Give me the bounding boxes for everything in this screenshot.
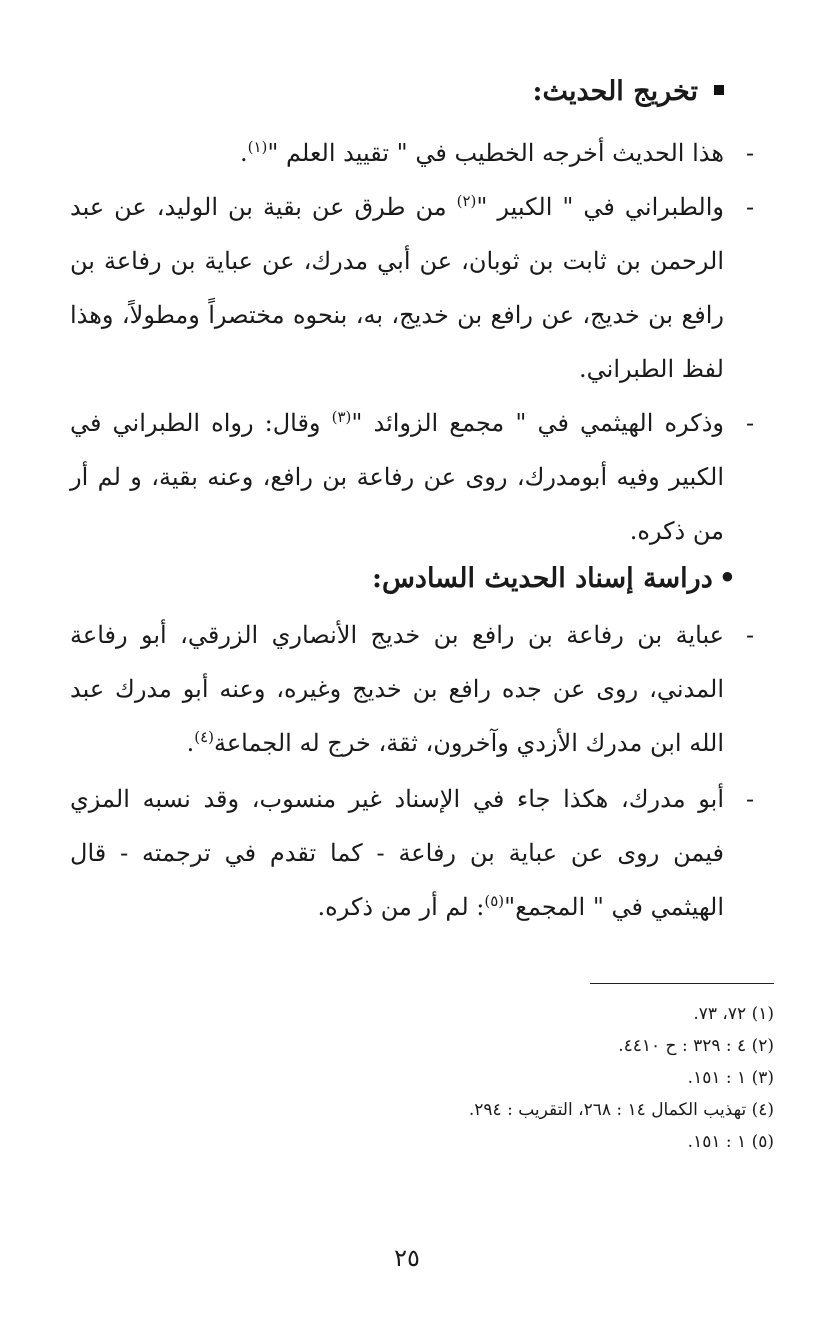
footnote-4: (٤) تهذيب الكمال ١٤ : ٢٦٨، التقريب : ٢٩٤. bbox=[468, 1100, 774, 1120]
footnote-ref-3: (٣) bbox=[331, 408, 352, 426]
paragraph-4 bbox=[70, 608, 755, 770]
footnote-5: (٥) ١ : ١٥١. bbox=[687, 1132, 774, 1152]
section-title-takhrij bbox=[532, 76, 724, 107]
footnote-1: (١) ٧٢، ٧٣. bbox=[693, 1004, 774, 1024]
paragraph-text: عباية بن رفاعة بن رافع بن خديج الأنصاري الزرقي، أبو رفاعة المدني، روى عن جده رافع بن خديج وغيره، وعنه أبو مدرك عبد الله ابن مدرك الأزدي وآخرون، ثقة، خرج له الجماعة bbox=[70, 621, 724, 757]
sentence-end: . bbox=[239, 139, 248, 167]
round-bullet-icon: • bbox=[718, 563, 736, 594]
square-bullet-icon bbox=[714, 85, 724, 95]
sentence-end: . bbox=[186, 729, 195, 757]
section-title-isnad bbox=[372, 563, 736, 594]
footnote-separator bbox=[590, 983, 774, 984]
paragraph-text-cont: من طرق عن بقية بن الوليد، عن عبد الرحمن بن ثابت بن ثوبان، عن أبي مدرك، عن عباية بن رفاعة بن رافع بن خديج، عن رافع بن خديج، به، بنحوه مختصراً ومطولاً، وهذا لفظ الطبراني. bbox=[70, 193, 724, 383]
paragraph-5 bbox=[70, 772, 755, 934]
footnote-3: (٣) ١ : ١٥١. bbox=[687, 1068, 774, 1088]
dash-bullet: - bbox=[745, 409, 755, 437]
dash-bullet: - bbox=[745, 193, 755, 221]
paragraph-1 bbox=[70, 126, 755, 180]
footnote-ref-1: (١) bbox=[247, 138, 268, 156]
paragraph-text: أبو مدرك، هكذا جاء في الإسناد غير منسوب، وقد نسبه المزي فيمن روى عن عباية بن رفاعة - كما تقدم في ترجمته - قال الهيثمي في " المجمع" bbox=[70, 785, 724, 921]
page-number: ٢٥ bbox=[394, 1244, 420, 1272]
paragraph-text: والطبراني في " الكبير " bbox=[476, 193, 725, 221]
heading-text: تخريج الحديث: bbox=[532, 76, 698, 107]
paragraph-text-cont: وقال: رواه الطبراني في الكبير وفيه أبومدرك، روى عن رفاعة بن رافع، وعنه بقية، و لم أر من ذكره. bbox=[70, 409, 724, 545]
paragraph-text: وذكره الهيثمي في " مجمع الزوائد " bbox=[351, 409, 724, 437]
dash-bullet: - bbox=[745, 621, 755, 649]
footnote-2: (٢) ٤ : ٣٢٩ : ح ٤٤١٠. bbox=[618, 1036, 774, 1056]
footnotes bbox=[214, 998, 774, 1158]
footnote-ref-5: (٥) bbox=[484, 892, 505, 910]
paragraph-text-cont: : لم أر من ذكره. bbox=[317, 893, 485, 921]
dash-bullet: - bbox=[745, 785, 755, 813]
paragraph-2 bbox=[70, 180, 755, 396]
dash-bullet: - bbox=[745, 139, 755, 167]
footnote-ref-2: (٢) bbox=[456, 192, 477, 210]
heading-text: دراسة إسناد الحديث السادس: bbox=[372, 563, 713, 594]
footnote-ref-4: (٤) bbox=[194, 728, 214, 746]
paragraph-text: هذا الحديث أخرجه الخطيب في " تقييد العلم " bbox=[267, 139, 724, 167]
paragraph-3 bbox=[70, 396, 755, 558]
